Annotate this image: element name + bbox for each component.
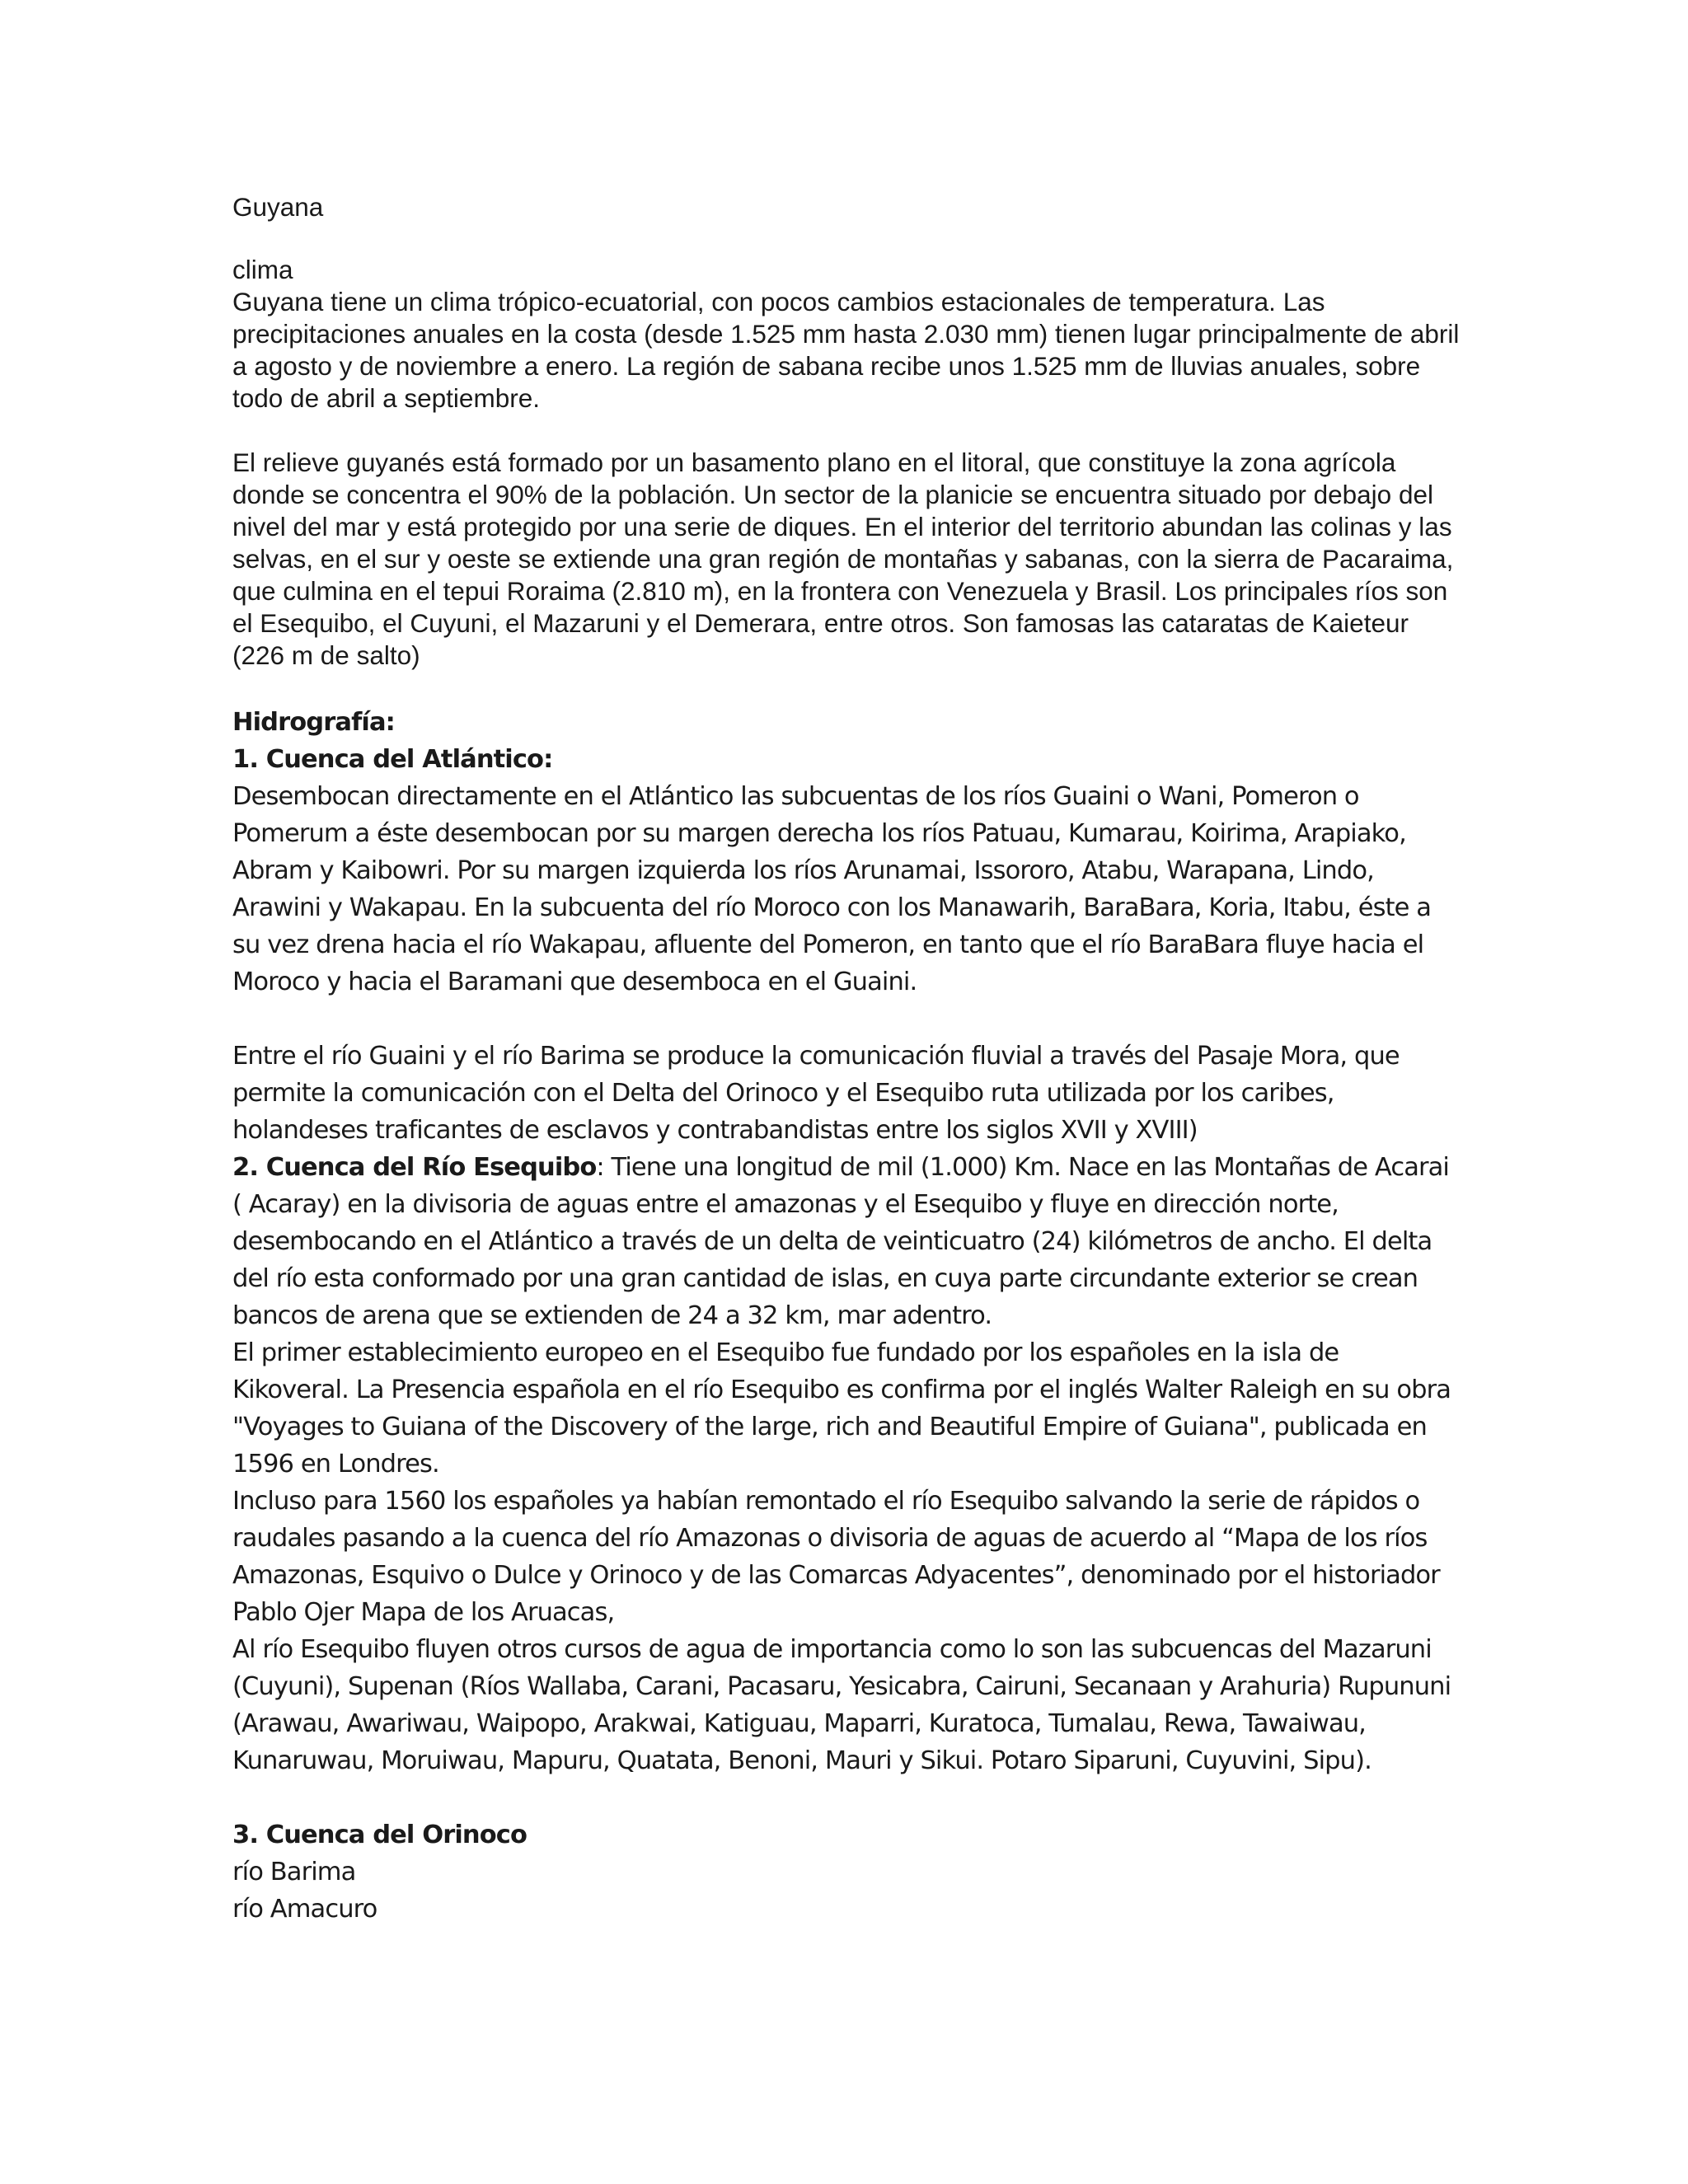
hidrografia-heading: Hidrografía: bbox=[232, 708, 395, 737]
document-title: Guyana bbox=[232, 192, 324, 222]
esequibo-paragraph-4: Al río Esequibo fluyen otros cursos de agua de importancia como lo son las subcuencas del Mazaruni (Cuyuni), Supenan (Ríos Wallaba, Carani, Pacasaru, Yesicabra, Cairuni, Secanaan y Arahuria) Rupununi (Arawau, Awariwau, Waipopo, Arakwai, Katiguau, Maparri, Kuratoca, Tumalau, Rewa, Tawaiwau, Kunaruwau, Moruiwau, Mapuru, Quatata, Benoni, Mauri y Sikui. Potaro Siparuni, Cuyuvini, Sipu). bbox=[232, 1635, 1451, 1775]
clima-heading: clima bbox=[232, 255, 293, 284]
esequibo-paragraph-2: El primer establecimiento europeo en el Esequibo fue fundado por los españoles en la isla de Kikoveral. La Presencia española en el río Esequibo es confirma por el inglés Walter Raleigh en su obra "Voyages to Guiana of the Discovery of the large, rich and Beautiful Empire of Guiana", publicada en 1596 en Londres. bbox=[232, 1338, 1451, 1479]
esequibo-paragraph-3: Incluso para 1560 los españoles ya habían remontado el río Esequibo salvando la serie de rápidos o raudales pasando a la cuenca del río Amazonas o divisoria de aguas de acuerdo al “Mapa de los ríos Amazonas, Esquivo o Dulce y Orinoco y de las Comarcas Adyacentes”, denominado por el historiador Pablo Ojer Mapa de los Aruacas, bbox=[232, 1487, 1440, 1627]
document-page bbox=[232, 191, 1461, 1928]
orinoco-heading: 3. Cuenca del Orinoco bbox=[232, 1821, 528, 1849]
orinoco-item: río Amacuro bbox=[232, 1895, 377, 1924]
atlantico-heading: 1. Cuenca del Atlántico: bbox=[232, 745, 553, 774]
relieve-paragraph: El relieve guyanés está formado por un basamento plano en el litoral, que constituye la zona agrícola donde se concentra el 90% de la población. Un sector de la planicie se encuentra situado por debajo del nivel del mar y está protegido por una serie de diques. En el interior del territorio abundan las colinas y las selvas, en el sur y oeste se extiende una gran región de montañas y sabanas, con la sierra de Pacaraima, que culmina en el tepui Roraima (2.810 m), en la frontera con Venezuela y Brasil. Los principales ríos son el Esequibo, el Cuyuni, el Mazaruni y el Demerara, entre otros. Son famosas las cataratas de Kaieteur (226 m de salto) bbox=[232, 448, 1454, 670]
esequibo-intro-paragraph bbox=[232, 1149, 1461, 1334]
atlantico-paragraph-2: Entre el río Guaini y el río Barima se produce la comunicación fluvial a través del Pasaje Mora, que permite la comunicación con el Delta del Orinoco y el Esequibo ruta utilizada por los caribes, holandeses traficantes de esclavos y contrabandistas entre los siglos XVII y XVIII) bbox=[232, 1042, 1400, 1145]
orinoco-item: río Barima bbox=[232, 1858, 356, 1886]
atlantico-paragraph-1: Desembocan directamente en el Atlántico las subcuentas de los ríos Guaini o Wani, Pomeron o Pomerum a éste desembocan por su margen derecha los ríos Patuau, Kumarau, Koirima, Arapiako, Abram y Kaibowri. Por su margen izquierda los ríos Arunamai, Issororo, Atabu, Warapana, Lindo, Arawini y Wakapau. En la subcuenta del río Moroco con los Manawarih, BaraBara, Koria, Itabu, éste a su vez drena hacia el río Wakapau, afluente del Pomeron, en tanto que el río BaraBara fluye hacia el Moroco y hacia el Baramani que desemboca en el Guaini. bbox=[232, 782, 1432, 996]
esequibo-intro-text: : Tiene una longitud de mil (1.000) Km. Nace en las Montañas de Acarai ( Acaray) en la divisoria de aguas entre el amazonas y el Esequibo y fluye en dirección norte, desembocando en el Atlántico a través de un delta de veinticuatro (24) kilómetros de ancho. El delta del río esta conformado por una gran cantidad de islas, en cuya parte circundante exterior se crean bancos de arena que se extienden de 24 a 32 km, mar adentro. bbox=[232, 1153, 1449, 1330]
clima-paragraph: Guyana tiene un clima trópico-ecuatorial, con pocos cambios estacionales de temperatura. Las precipitaciones anuales en la costa (desde 1.525 mm hasta 2.030 mm) tienen lugar principalmente de abril a agosto y de noviembre a enero. La región de sabana recibe unos 1.525 mm de lluvias anuales, sobre todo de abril a septiembre. bbox=[232, 287, 1460, 413]
esequibo-heading: 2. Cuenca del Río Esequibo bbox=[232, 1153, 597, 1182]
